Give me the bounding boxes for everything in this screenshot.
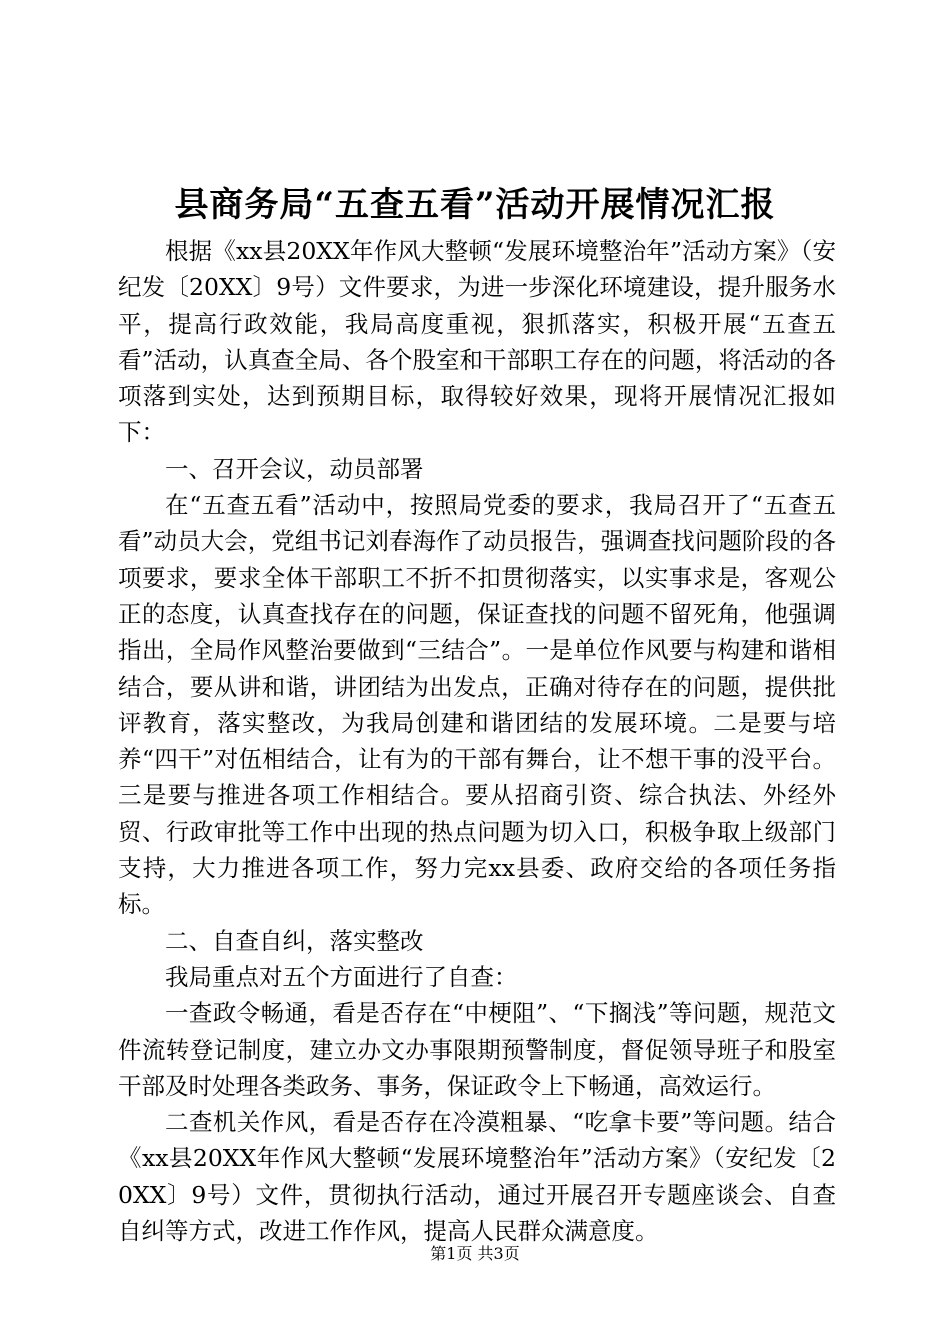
- section-2-item-2: 二查机关作风，看是否存在冷漠粗暴、“吃拿卡要”等问题。结合《xx县20XX年作风大整顿“发展环境整治年”活动方案》（安纪发〔20XX〕9号）文件，贯彻执行活动，通过开展召开专题座谈会、自查自纠等方式，改进工作作风，提高人民群众满意度。: [118, 1108, 836, 1246]
- section-1-paragraph: 在“五查五看”活动中，按照局党委的要求，我局召开了“五查五看”动员大会，党组书记刘春海作了动员报告，强调查找问题阶段的各项要求，要求全体干部职工不折不扣贯彻落实，以实事求是，客观公正的态度，认真查找存在的问题，保证查找的问题不留死角，他强调指出，全局作风整治要做到“三结合”。一是单位作风要与构建和谐相结合，要从讲和谐，讲团结为出发点，正确对待存在的问题，提供批评教育，落实整改，为我局创建和谐团结的发展环境。二是要与培养“四干”对伍相结合，让有为的干部有舞台，让不想干事的没平台。三是要与推进各项工作相结合。要从招商引资、综合执法、外经外贸、行政审批等工作中出现的热点问题为切入口，积极争取上级部门支持，大力推进各项工作，努力完xx县委、政府交给的各项任务指标。: [118, 491, 836, 919]
- page-footer: 第1页 共3页: [430, 1244, 520, 1263]
- section-2-intro: 我局重点对五个方面进行了自查：: [165, 962, 518, 991]
- section-heading-1: 一、召开会议，动员部署: [165, 454, 424, 483]
- document-title: 县商务局“五查五看”活动开展情况汇报: [174, 185, 776, 225]
- intro-paragraph: 根据《xx县20XX年作风大整顿“发展环境整治年”活动方案》（安纪发〔20XX〕9号）文件要求，为进一步深化环境建设，提升服务水平，提高行政效能，我局高度重视，狠抓落实，积极开展“五查五看”活动，认真查全局、各个股室和干部职工存在的问题，将活动的各项落到实处，达到预期目标，取得较好效果，现将开展情况汇报如下：: [118, 237, 836, 447]
- section-2-item-1: 一查政令畅通，看是否存在“中梗阻”、“下搁浅”等问题，规范文件流转登记制度，建立办文办事限期预警制度，督促领导班子和股室干部及时处理各类政务、事务，保证政令上下畅通，高效运行。: [118, 999, 836, 1100]
- section-heading-2: 二、自查自纠，落实整改: [165, 926, 424, 955]
- document-body: [118, 233, 836, 1249]
